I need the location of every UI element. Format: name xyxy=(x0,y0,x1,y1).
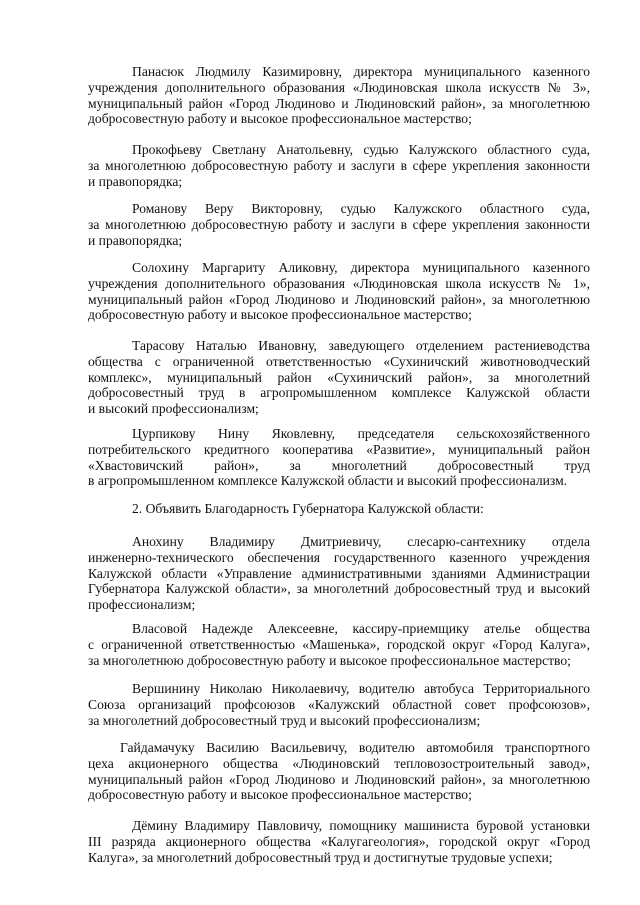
paragraph-prokofyeva xyxy=(88,142,590,189)
text-line: общества с ограниченной ответственностью «Сухиничский животноводческий xyxy=(88,353,590,369)
text-line: и высокий профессионализм; xyxy=(88,401,259,417)
text-line: муниципальный район «Город Людиново и Людиновский район», за многолетнюю xyxy=(88,771,590,787)
text-line: учреждения дополнительного образования «Людиновская школа искусств № 3», xyxy=(88,79,590,95)
text-line: Панасюк Людмилу Казимировну, директора муниципального казенного xyxy=(132,64,590,79)
text-line: добросовестную работу и высокое профессиональное мастерство; xyxy=(88,111,472,127)
text-line: и правопорядка; xyxy=(88,173,183,189)
paragraph-demin xyxy=(88,818,590,865)
text-line: Власовой Надежде Алексеевне, кассиру-приемщику ателье общества xyxy=(132,621,590,636)
text-line: Губернатора Калужской области», за многолетний добросовестный труд и высокий xyxy=(88,581,590,597)
text-line: 2. Объявить Благодарность Губернатора Калужской области: xyxy=(132,501,484,516)
text-line: Тарасову Наталью Ивановну, заведующего отделением растениеводства xyxy=(132,338,590,353)
paragraph-gaidamachuk xyxy=(88,740,590,803)
text-line: Анохину Владимиру Дмитриевичу, слесарю-сантехнику отдела xyxy=(132,534,590,549)
text-line: и правопорядка; xyxy=(88,232,183,248)
section-heading-item-2 xyxy=(88,501,590,517)
text-line: за многолетний добросовестный труд и высокий профессионализм; xyxy=(88,712,481,728)
text-line: Калужской области «Управление административными зданиями Администрации xyxy=(88,565,590,581)
text-line: III разряда акционерного общества «Калугагеология», городской округ «Город xyxy=(88,833,590,849)
paragraph-vershinin xyxy=(88,681,590,728)
text-line: за многолетнюю добросовестную работу и заслуги в сфере укрепления законности xyxy=(88,216,590,232)
text-line: комплекс», муниципальный район «Сухиничский район», за многолетний xyxy=(88,369,590,385)
paragraph-solokhina xyxy=(88,260,590,323)
text-line: Солохину Маргариту Аликовну, директора муниципального казенного xyxy=(132,260,590,275)
text-line: цеха акционерного общества «Людиновский тепловозостроительный завод», xyxy=(88,755,590,771)
paragraph-panasyuk xyxy=(88,64,590,127)
paragraph-romanova xyxy=(88,201,590,248)
text-line: профессионализм; xyxy=(88,597,196,613)
text-line: Калуга», за многолетний добросовестный труд и достигнутые трудовые успехи; xyxy=(88,849,553,865)
text-line: добросовестный труд в агропромышленном комплексе Калужской области xyxy=(88,385,590,401)
text-line: муниципальный район «Город Людиново и Людиновский район», за многолетнюю xyxy=(88,291,590,307)
text-line: учреждения дополнительного образования «Людиновская школа искусств № 1», xyxy=(88,275,590,291)
text-line: в агропромышленном комплексе Калужской области и высокий профессионализм. xyxy=(88,473,568,489)
text-line: за многолетнюю добросовестную работу и высокое профессиональное мастерство; xyxy=(88,652,571,668)
text-line: потребительского кредитного кооператива «Развитие», муниципальный район xyxy=(88,441,590,457)
text-line: инженерно-технического обеспечения государственного казенного учреждения xyxy=(88,549,590,565)
paragraph-anokhin xyxy=(88,534,590,613)
text-line: муниципальный район «Город Людиново и Людиновский район», за многолетнюю xyxy=(88,95,590,111)
paragraph-tsurpikova xyxy=(88,426,590,489)
paragraph-tarasova xyxy=(88,338,590,417)
text-line: Союза организаций профсоюзов «Калужский областной совет профсоюзов», xyxy=(88,696,590,712)
text-line: с ограниченной ответственностью «Машенька», городской округ «Город Калуга», xyxy=(88,636,590,652)
text-line: Цурпикову Нину Яковлевну, председателя сельскохозяйственного xyxy=(132,426,590,441)
text-line: Романову Веру Викторовну, судью Калужского областного суда, xyxy=(132,201,590,216)
text-line: добросовестную работу и высокое профессиональное мастерство; xyxy=(88,307,472,323)
text-line: Вершинину Николаю Николаевичу, водителю автобуса Территориального xyxy=(132,681,590,696)
text-line: Дёмину Владимиру Павловичу, помощнику машиниста буровой установки xyxy=(132,818,590,833)
text-line: добросовестную работу и высокое профессиональное мастерство; xyxy=(88,787,472,803)
text-line: Гайдамачуку Василию Васильевичу, водителю автомобиля транспортного xyxy=(120,740,590,755)
text-line: «Хвастовичский район», за многолетний добросовестный труд xyxy=(88,457,590,473)
text-line: за многолетнюю добросовестную работу и заслуги в сфере укрепления законности xyxy=(88,157,590,173)
paragraph-vlasova xyxy=(88,621,590,668)
text-line: Прокофьеву Светлану Анатольевну, судью Калужского областного суда, xyxy=(132,142,590,157)
